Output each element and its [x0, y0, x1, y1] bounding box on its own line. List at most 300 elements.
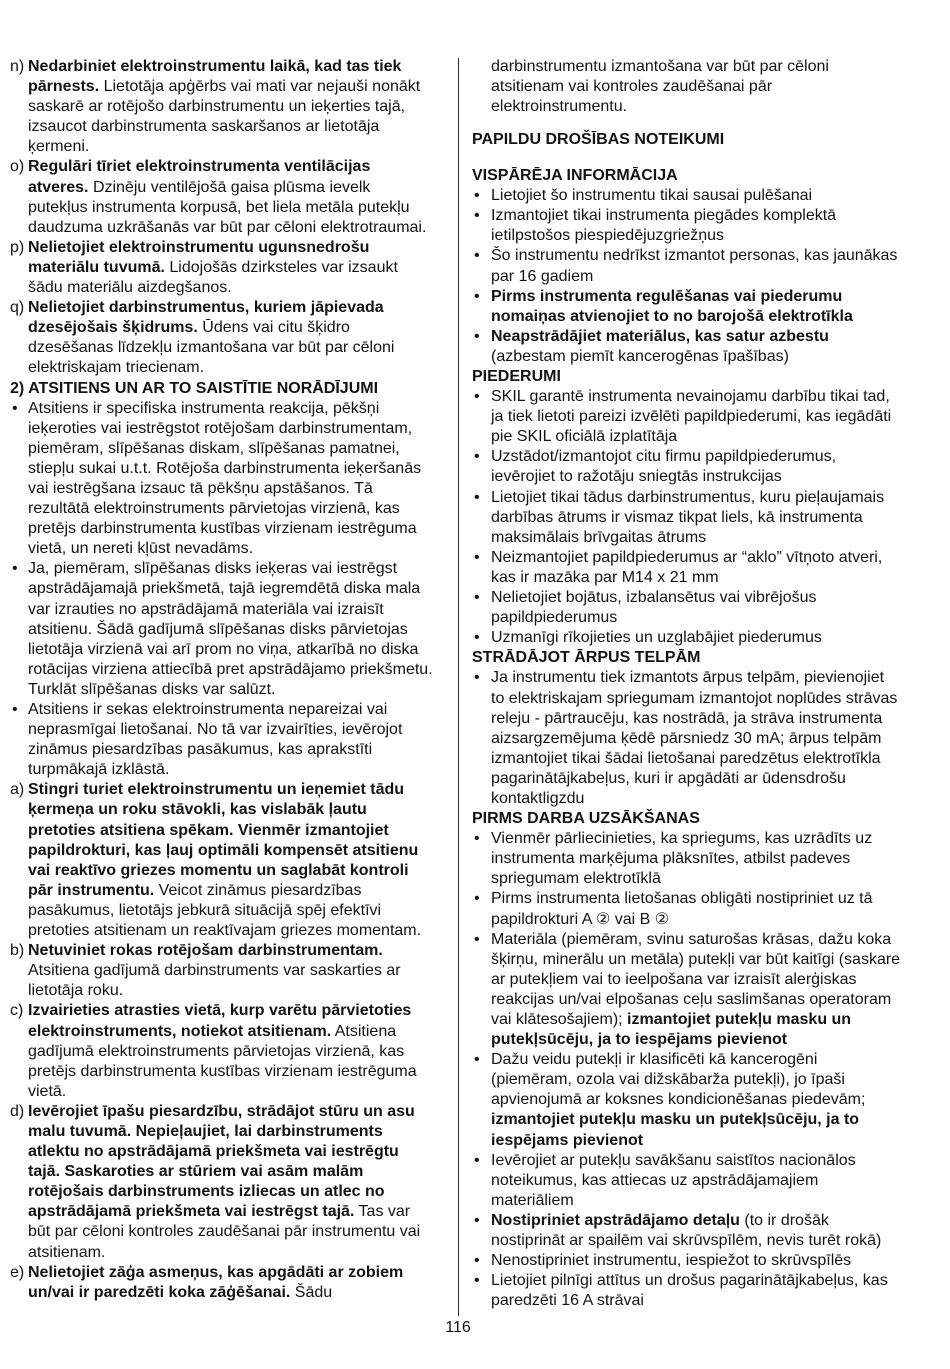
text-run: šādu materiālu aizdegšanos.	[28, 279, 232, 297]
text-run: Ievērojiet ar putekļu savākšanu saistītos nacionālos	[491, 1151, 856, 1169]
bold-text-run: atveres.	[28, 178, 89, 196]
bold-text-run: tajā. Saskaroties ar stūriem vai asām malām	[28, 1163, 364, 1181]
text-line	[10, 1062, 450, 1082]
text-run: elektroinstrumentu.	[491, 98, 628, 116]
text-line	[472, 990, 942, 1010]
text-line	[472, 77, 942, 97]
text-run: pie SKIL oficiālā izplatītāja	[491, 428, 678, 446]
text-line	[10, 660, 450, 680]
text-run: pretoties atsitienam un reaktīvajam griezes momentam.	[28, 922, 422, 940]
section	[472, 809, 942, 1311]
bold-text-run: papildrokturi, kas ļauj optimāli kompensēt atsitienu	[28, 841, 419, 859]
page-number: 116	[445, 1319, 471, 1336]
bullet-marker: •	[474, 890, 480, 908]
text-line	[472, 347, 942, 367]
text-run: Uzmanīgi rīkojieties un uzglabājiet piederumus	[491, 629, 822, 647]
text-run: Atsitiens ir specifiska instrumenta reakcija, pēkšņi	[28, 399, 380, 417]
text-line	[10, 1263, 450, 1283]
text-line	[472, 226, 942, 246]
text-line	[10, 1001, 450, 1021]
bold-text-run: un/vai ir paredzēti koka zāģēšanai.	[28, 1283, 291, 1301]
text-line	[472, 588, 942, 608]
bold-text-run: Nedarbiniet elektroinstrumentu laikā, kad tas tiek	[28, 58, 402, 75]
item-marker: q)	[10, 299, 25, 317]
bullet-marker: •	[474, 1252, 480, 1270]
bullet-marker: •	[12, 399, 18, 417]
text-line	[10, 1022, 450, 1042]
text-line	[472, 709, 942, 729]
continued-paragraph	[472, 57, 942, 117]
text-line	[10, 117, 450, 137]
text-run: apstrādājamajā priekšmetā, tajā iegremdētā diska mala	[28, 580, 421, 598]
bullet-item	[472, 287, 942, 327]
text-line	[10, 861, 450, 881]
text-line	[10, 358, 450, 378]
text-line	[472, 829, 942, 849]
text-run: atsitienam.	[28, 1243, 106, 1261]
list-item	[10, 780, 450, 941]
bullet-item	[472, 387, 942, 447]
text-line	[10, 278, 450, 298]
text-run: Atsitiens ir sekas elektroinstrumenta nepareizai vai	[28, 701, 388, 718]
page-section-heading: PAPILDU DROŠĪBAS NOTEIKUMI	[472, 130, 725, 148]
subsection-heading: PIEDERUMI	[472, 368, 561, 385]
kickback-section	[10, 379, 450, 1303]
text-run: piemēram, slīpēšanas diskam, slīpēšanas pamatnei,	[28, 439, 400, 457]
bold-text-run: izmantojiet putekļu masku un putekļsūcēju, ja to	[491, 1111, 860, 1129]
bold-text-run: pār instrumentu.	[28, 881, 155, 899]
bold-text-run: pārnests.	[28, 78, 100, 96]
bullet-item	[472, 488, 942, 548]
text-line	[472, 1151, 942, 1171]
text-run: lietotāja roku.	[28, 982, 124, 1000]
text-line	[472, 950, 942, 970]
text-line	[472, 548, 942, 568]
text-line	[10, 1162, 450, 1182]
bold-text-run: materiālu tuvumā.	[28, 258, 165, 276]
text-run: Veicot zināmus piesardzības	[154, 881, 362, 899]
text-run: Turklāt slīpēšanas disks var salūzt.	[28, 680, 276, 698]
bold-text-run: Pirms instrumenta regulēšanas vai piederumu	[491, 287, 843, 305]
subsection-heading: STRĀDĀJOT ĀRPUS TELPĀM	[472, 649, 701, 667]
text-line	[10, 137, 450, 157]
bullet-item	[10, 399, 450, 560]
text-line	[10, 1142, 450, 1162]
bullet-marker: •	[474, 207, 480, 225]
text-line	[10, 1243, 450, 1263]
bullet-marker: •	[474, 830, 480, 848]
text-line	[472, 689, 942, 709]
text-run: putekļus instrumenta korpusā, bet liela metāla putekļu	[28, 198, 410, 216]
text-run: izmantojiet tikai šādai lietošanai paredzētus elektrotīkla	[491, 749, 881, 767]
bold-text-run: ķermeņa un roku stāvokli, kas vislabāk ļautu	[28, 801, 367, 819]
bold-text-run: Nostipriniet apstrādājamo detaļu	[491, 1211, 740, 1229]
bullet-item	[472, 327, 942, 367]
text-run: Izmantojiet tikai instrumenta piegādes komplektā	[491, 207, 837, 225]
bullet-marker: •	[474, 1272, 480, 1290]
bold-text-run: Stingri turiet elektroinstrumentu un ieņemiet tādu	[28, 781, 405, 799]
bullet-item	[472, 1050, 942, 1150]
item-marker: o)	[10, 158, 25, 176]
text-run: maksimālais brīvgaitas ātrums	[491, 528, 707, 546]
bullet-item	[472, 1211, 942, 1251]
text-line	[472, 57, 942, 77]
text-line	[472, 749, 942, 769]
text-line	[10, 1042, 450, 1062]
text-run: Dažu veidu putekļi ir klasificēti kā kancerogēni	[491, 1051, 818, 1069]
bullet-marker: •	[474, 187, 480, 205]
text-run: (piemēram, ozola vai dižskābarža putekļi), jo īpaši	[491, 1071, 845, 1089]
text-line	[10, 1182, 450, 1202]
left-column	[10, 57, 450, 1303]
text-line	[10, 519, 450, 539]
text-line	[10, 419, 450, 439]
text-line	[472, 889, 942, 909]
bold-text-run: dzesējošais šķidrums.	[28, 319, 198, 337]
text-run: gadījumā elektroinstruments pārvietojas virzienā, kas	[28, 1042, 405, 1060]
text-line	[10, 901, 450, 921]
bullet-marker: •	[474, 448, 480, 466]
text-line	[472, 447, 942, 467]
bold-text-run: elektroinstruments, notiekot atsitienam.	[28, 1022, 332, 1040]
text-run: Lidojošās dzirksteles var izsaukt	[164, 258, 398, 276]
text-run: rotācijas virziena attiecībā pret apstrādājamo priekšmetu.	[28, 660, 433, 678]
text-line	[10, 680, 450, 700]
text-line	[472, 387, 942, 407]
text-run: Nelietojiet bojātus, izbalansētus vai vibrējošus	[491, 589, 817, 607]
text-line	[10, 961, 450, 981]
text-line	[472, 668, 942, 688]
text-line	[10, 640, 450, 660]
bullet-marker: •	[474, 589, 480, 607]
text-line	[472, 206, 942, 226]
bold-text-run: putekļsūcēju, ja to iespējams pievienot	[491, 1031, 788, 1049]
bullet-item	[472, 1151, 942, 1211]
text-run: daudzuma uzkrāšanās var būt par cēloni elektrotraumai.	[28, 218, 427, 236]
text-line	[472, 769, 942, 789]
text-run: apvienojumā ar koksnes kondicionēšanas piedevām;	[491, 1091, 866, 1109]
text-line	[472, 869, 942, 889]
text-line	[472, 488, 942, 508]
bullet-marker: •	[474, 629, 480, 647]
bold-text-run: nomaiņas atvienojiet to no barojošā elektrotīkla	[491, 307, 853, 325]
text-run: var izrauties no apstrādājamā materiāla vai izraisīt	[28, 600, 384, 618]
section	[472, 648, 942, 809]
text-line	[472, 568, 942, 588]
item-marker: n)	[10, 58, 25, 75]
text-line	[10, 981, 450, 1001]
text-line	[10, 941, 450, 961]
bullet-item	[472, 1271, 942, 1311]
text-line	[472, 1131, 942, 1151]
text-run: ietilpstošos piespiedējuzgriežņus	[491, 227, 725, 245]
text-line	[10, 318, 450, 338]
text-run: Atsitiena gadījumā darbinstruments var saskarties ar	[28, 962, 401, 980]
section	[472, 367, 942, 648]
subsection-heading: PIRMS DARBA UZSĀKŠANAS	[472, 810, 700, 828]
bullet-item	[472, 186, 942, 206]
text-run: (to ir drošāk	[739, 1211, 829, 1229]
text-line	[472, 1271, 942, 1291]
bold-text-run: Izvairieties atrasties vietā, kurp varētu pārvietoties	[28, 1002, 412, 1020]
text-line	[10, 238, 450, 258]
text-line	[472, 327, 942, 347]
text-run: pasākumus, lietotājs jebkurā situācijā spēj efektīvi	[28, 901, 382, 919]
text-run: pretējs darbinstrumenta kustības virzienam iestrēguma	[28, 1062, 417, 1080]
text-line	[10, 841, 450, 861]
bold-text-run: Regulāri tīriet elektroinstrumenta ventilācijas	[28, 158, 371, 176]
text-line	[472, 1090, 942, 1110]
text-run: neprasmīgai lietošanai. No tā var izvairīties, ievērojot	[28, 721, 403, 739]
text-line	[472, 467, 942, 487]
bullet-marker: •	[474, 669, 480, 687]
text-line	[10, 1202, 450, 1222]
text-run: (azbestam piemīt kancerogēnas īpašības)	[491, 347, 789, 365]
bold-text-run: iespējams pievienot	[491, 1131, 644, 1149]
text-run: vietā, un nereti kļūst nevadāms.	[28, 540, 254, 558]
text-line	[472, 1231, 942, 1251]
subsection-heading: VISPĀRĒJA INFORMĀCIJA	[472, 167, 678, 185]
text-line	[472, 287, 942, 307]
bullet-marker: •	[474, 1211, 480, 1229]
text-run: nostiprināt ar spailēm vai skrūvspīlēm, nevis turēt rokā)	[491, 1232, 882, 1250]
bold-text-run: malu tuvumā. Nepieļaujiet, lai darbinstruments	[28, 1122, 383, 1140]
list-item	[10, 157, 450, 237]
bullet-item	[472, 889, 942, 929]
bullet-item	[472, 548, 942, 588]
text-line	[10, 459, 450, 479]
text-line	[10, 439, 450, 459]
text-line	[10, 800, 450, 820]
text-line	[472, 97, 942, 117]
text-run: Lietotāja apģērbs vai mati var nejauši nonākt	[99, 78, 421, 96]
text-line	[10, 579, 450, 599]
item-marker: c)	[10, 1002, 24, 1020]
bold-text-run: vai reaktīvo griezes momentu un saglabāt kontroli	[28, 861, 409, 879]
text-run: reakcijas un/vai elpošanas ceļu saslimšanas operatoram	[491, 990, 892, 1008]
section	[472, 166, 942, 367]
bold-text-run: apstrādājamā priekšmeta vai iestrēgst tajā.	[28, 1203, 355, 1221]
text-line	[472, 407, 942, 427]
text-run: Ūdens vai citu šķidro	[197, 319, 350, 337]
text-line	[472, 267, 942, 287]
text-line	[472, 608, 942, 628]
text-run: vietā.	[28, 1082, 67, 1100]
text-line	[10, 921, 450, 941]
bullet-item	[472, 829, 942, 889]
text-run: kas ir mazāka par M14 x 21 mm	[491, 568, 719, 586]
text-run: turpmākajā izklāstā.	[28, 761, 170, 779]
text-run: darbinstrumentu izmantošana var būt par cēloni	[491, 58, 829, 75]
bullet-item	[472, 588, 942, 628]
text-run: rezultātā elektroinstruments pārvietojas virzienā, kas	[28, 500, 400, 518]
list-item	[10, 1001, 450, 1101]
bold-text-run: Netuviniet rokas rotējošam darbinstrumentam.	[28, 942, 383, 960]
text-run: Lietojiet šo instrumentu tikai sausai pulēšanai	[491, 187, 813, 205]
bold-text-run: Neapstrādājiet materiālus, kas satur azbestu	[491, 327, 829, 345]
text-run: būt par cēloni kontroles zaudēšanai pār instrumentu vai	[28, 1223, 421, 1241]
text-line	[472, 528, 942, 548]
text-line	[10, 700, 450, 720]
text-run: dzesēšanas līdzekļu izmantošana var būt par cēloni	[28, 339, 395, 357]
list-item	[10, 57, 450, 157]
text-run: Ja, piemēram, slīpēšanas disks ieķeras vai iestrēgst	[28, 560, 398, 578]
text-run: ja tiek lietoti pareizi izvēlēti papildpiederumi, kas iegādāti	[491, 408, 892, 426]
text-line	[10, 539, 450, 559]
text-run: Lietojiet pilnīgi attītus un drošus pagarinātājkabeļus, kas	[491, 1272, 888, 1290]
text-line	[472, 1191, 942, 1211]
text-line	[10, 780, 450, 800]
bullet-marker: •	[474, 548, 480, 566]
text-run: atsitienam vai kontroles zaudēšanai pār	[491, 78, 773, 96]
bullet-item	[472, 447, 942, 487]
text-line	[472, 1171, 942, 1191]
text-line	[10, 1102, 450, 1122]
text-line	[10, 1222, 450, 1242]
text-line	[472, 970, 942, 990]
text-line	[10, 1082, 450, 1102]
text-line	[10, 479, 450, 499]
text-run: to elektriskajam spriegumam izmantojot noplūdes strāvas	[491, 689, 898, 707]
text-run: Pirms instrumenta lietošanas obligāti nostipriniet uz tā	[491, 890, 873, 908]
text-run: pagarinātājkabeļus, kuri ir apgādāti ar ūdensdrošu	[491, 769, 846, 787]
text-run: šķirņu, minerālu un metāla) putekļi var būt kaitīgi (saskare	[491, 950, 901, 968]
text-run: ķermeni.	[28, 138, 90, 156]
text-line	[472, 1291, 942, 1311]
item-marker: p)	[10, 238, 25, 256]
text-line	[472, 930, 942, 950]
text-run: Dzinēju ventilējošā gaisa plūsma ievelk	[88, 178, 371, 196]
text-line	[472, 1030, 942, 1050]
text-run: vai iestrēgšana izsauc tā pēkšņu apstāšanos. Tā	[28, 479, 373, 497]
text-line	[472, 729, 942, 749]
text-run: ar putekļiem vai to ieelpošana var izraisīt alerģiskas	[491, 970, 857, 988]
text-run: aizsargzemējuma ķēdē pārsniedz 30 mA; ārpus telpām	[491, 729, 882, 747]
text-run: pretējs darbinstrumenta kustības virzienam iestrēguma	[28, 520, 417, 538]
bullet-item	[10, 700, 450, 780]
text-run: darbības ātrums ir vismaz tikpat liels, kā instrumenta	[491, 508, 863, 526]
text-line	[472, 789, 942, 809]
list-item	[10, 1263, 450, 1303]
list-item	[10, 1102, 450, 1263]
text-run: Neizmantojiet papildpiederumus ar “aklo” vītņoto atveri,	[491, 548, 883, 566]
text-run: Tas var	[354, 1203, 411, 1221]
text-line	[10, 740, 450, 760]
item-marker: e)	[10, 1263, 25, 1281]
text-run: elektriskajam triecienam.	[28, 359, 205, 377]
text-run: kontaktligzdu	[491, 789, 585, 807]
bullet-item	[472, 930, 942, 1051]
bold-text-run: Nelietojiet elektroinstrumentu ugunsnedrošu	[28, 238, 370, 256]
text-run: materiāliem	[491, 1191, 574, 1209]
text-line	[10, 218, 450, 238]
text-line	[10, 178, 450, 198]
bold-text-run: pretoties atsitiena spēkam. Vienmēr izmantojiet	[28, 821, 389, 839]
text-run: Vienmēr pārliecinieties, ka spriegums, kas uzrādīts uz	[491, 830, 873, 848]
list-item	[10, 941, 450, 1001]
text-line	[10, 720, 450, 740]
text-run: lietotāja virzienā vai arī prom no viņa, atkarībā no diska	[28, 640, 419, 658]
text-line	[472, 186, 942, 206]
text-run: saskarē ar rotējošo darbinstrumentu un ieķerties tajā,	[28, 98, 406, 116]
text-line	[472, 246, 942, 266]
text-line	[10, 77, 450, 97]
text-run: spriegumam elektrotīklā	[491, 870, 661, 888]
item-marker: b)	[10, 942, 25, 960]
text-line	[10, 821, 450, 841]
text-run: izsaucot darbinstrumenta saskaršanos ar lietotāja	[28, 118, 380, 136]
text-run: Lietojiet tikai tādus darbinstrumentus, kuru pieļaujamais	[491, 488, 885, 506]
bold-text-run: Ievērojiet īpašu piesardzību, strādājot stūru un asu	[28, 1102, 415, 1120]
text-line	[10, 1283, 450, 1303]
text-line	[472, 1070, 942, 1090]
text-run: Materiāla (piemēram, svinu saturošas krāsas, dažu koka	[491, 930, 892, 948]
text-run: Uzstādot/izmantojot citu firmu papildpiederumus,	[491, 448, 837, 466]
text-line	[10, 57, 450, 77]
text-line	[10, 399, 450, 419]
bullet-item	[472, 668, 942, 809]
bullet-item	[10, 559, 450, 700]
text-line	[472, 1211, 942, 1231]
list-item	[10, 238, 450, 298]
text-line	[472, 1110, 942, 1130]
text-line	[10, 620, 450, 640]
text-line	[10, 298, 450, 318]
bullet-marker: •	[474, 1151, 480, 1169]
bullet-marker: •	[474, 488, 480, 506]
bold-text-run: Nelietojiet darbinstrumentus, kuriem jāpievada	[28, 299, 384, 317]
text-run: Šādu	[290, 1283, 333, 1301]
text-run: SKIL garantē instrumenta nevainojamu darbību tikai tad,	[491, 388, 890, 406]
text-line	[10, 600, 450, 620]
bold-text-run: rotējošais darbinstruments izliecas un atlec no	[28, 1183, 385, 1201]
text-line	[472, 427, 942, 447]
text-line	[10, 338, 450, 358]
bold-text-run: atlektu no apstrādājamā priekšmeta vai iestrēgtu	[28, 1143, 399, 1161]
bullet-item	[472, 1251, 942, 1271]
text-line	[10, 760, 450, 780]
bullet-item	[472, 206, 942, 246]
bullet-marker: •	[474, 287, 480, 305]
bullet-marker: •	[12, 701, 18, 718]
bold-text-run: Nelietojiet zāģa asmeņus, kas apgādāti ar zobiem	[28, 1263, 404, 1281]
text-run: ieķeroties vai iestrēgstot rotējošam darbinstrumentam,	[28, 419, 413, 437]
text-run: atsitienu. Šādā gadījumā slīpēšanas disks pārvietojas	[28, 620, 408, 638]
bold-text-run: izmantojiet putekļu masku un	[627, 1011, 852, 1028]
section-heading: 2) ATSITIENS UN AR TO SAISTĪTIE NORĀDĪJUMI	[10, 379, 379, 397]
bullet-marker: •	[474, 388, 480, 406]
text-line	[10, 258, 450, 278]
text-run: paredzēti 16 A strāvai	[491, 1292, 644, 1310]
text-line	[472, 628, 942, 648]
text-run: papildpiederumus	[491, 609, 618, 627]
text-run: par 16 gadiem	[491, 267, 594, 285]
text-run: releju - pārtraucēju, kas nostrādā, ja strāva instrumenta	[491, 709, 883, 727]
text-run: stiepļu sukai u.t.t. Rotējoša darbinstrumenta ieķeršanās	[28, 459, 422, 477]
text-run: noteikumus, kas attiecas uz apstrādājamajiem	[491, 1171, 819, 1189]
bullet-marker: •	[474, 247, 480, 265]
text-line	[10, 499, 450, 519]
bullet-item	[472, 246, 942, 286]
list-item	[10, 298, 450, 378]
text-line	[472, 1251, 942, 1271]
bullet-marker: •	[474, 327, 480, 345]
text-line	[472, 1010, 942, 1030]
bullet-marker: •	[12, 560, 18, 578]
text-run: instrumenta marķējuma plāksnītes, atbilst padeves	[491, 850, 851, 868]
text-run: Atsitiena	[331, 1022, 397, 1040]
text-line	[472, 1050, 942, 1070]
